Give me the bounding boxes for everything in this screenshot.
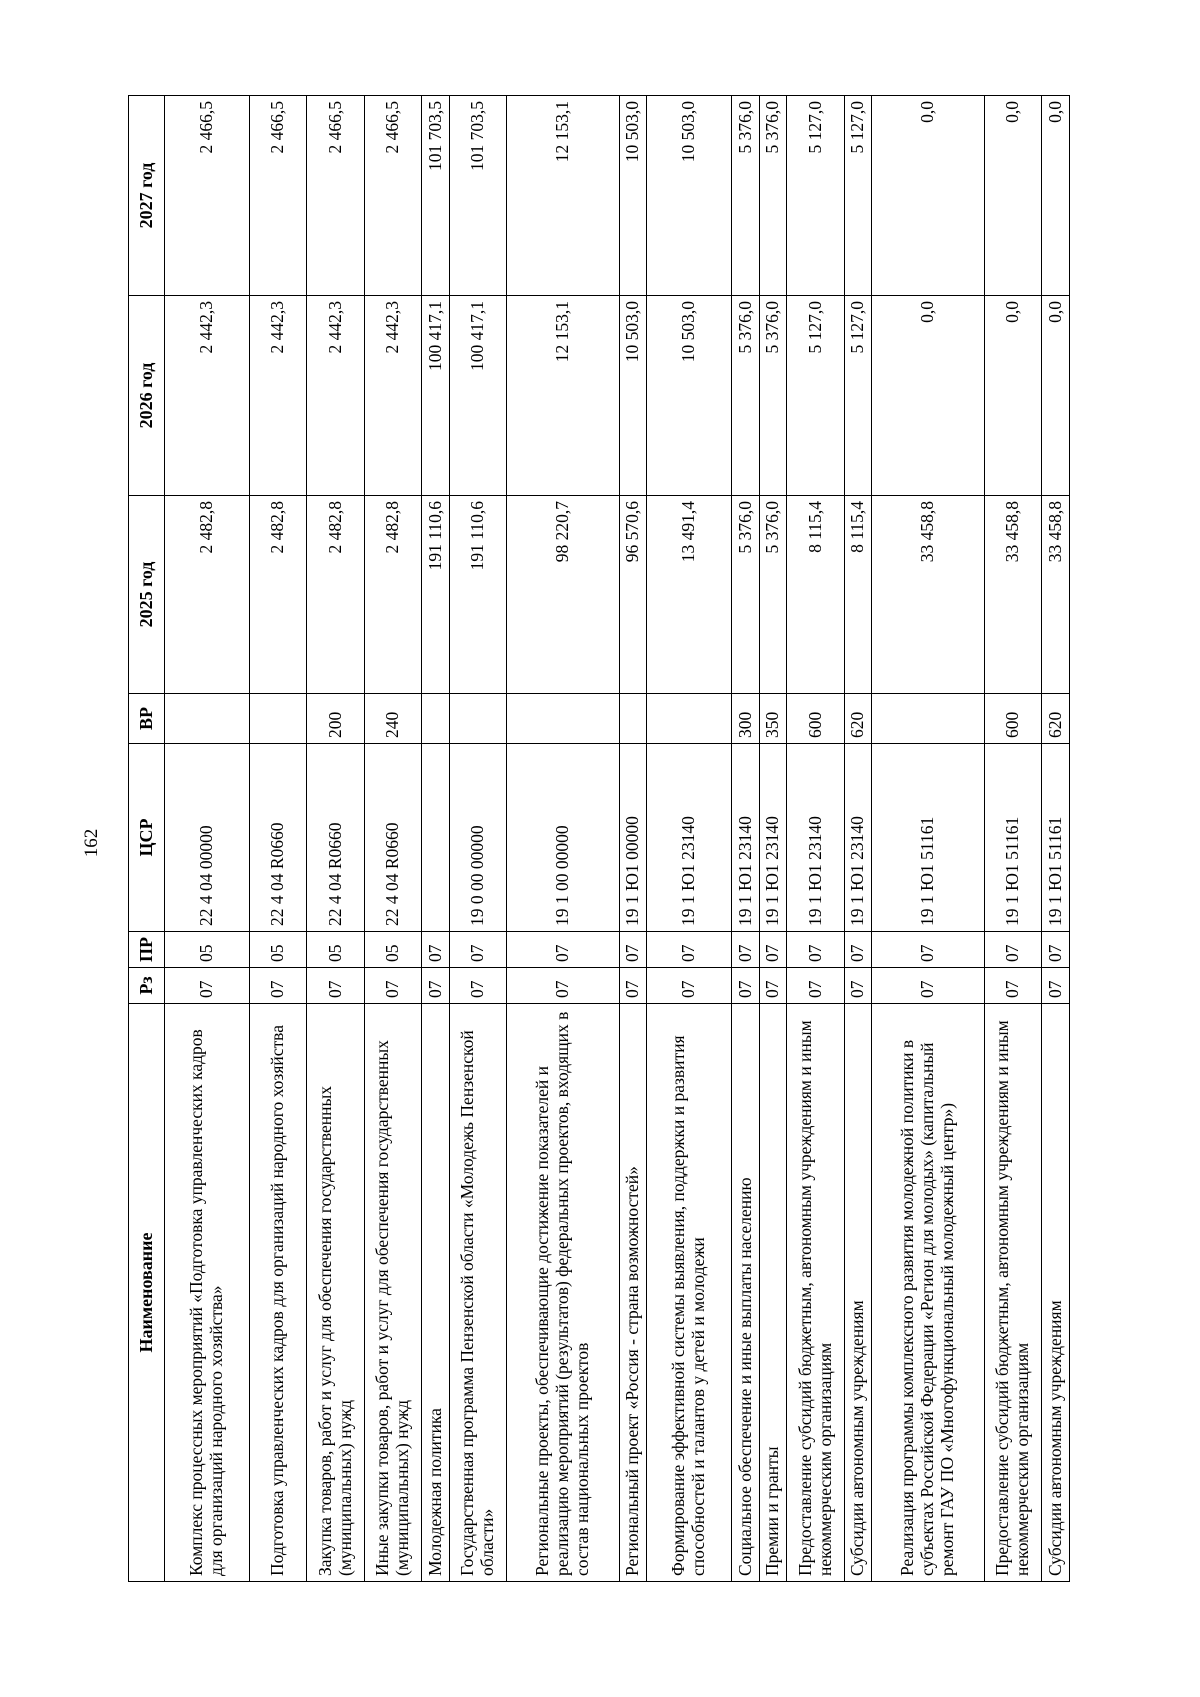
- cell-csr: [422, 744, 450, 932]
- header-pr: ПР: [129, 932, 165, 968]
- cell-pr: 05: [307, 932, 364, 968]
- cell-vr: [165, 694, 250, 744]
- cell-y2026: 2 442,3: [364, 296, 421, 496]
- cell-pr: 07: [422, 932, 450, 968]
- cell-vr: 350: [759, 694, 787, 744]
- cell-vr: [449, 694, 506, 744]
- table-row: [249, 96, 306, 1582]
- cell-rz: 07: [619, 968, 647, 1004]
- cell-rz: 07: [449, 968, 506, 1004]
- header-rz: Рз: [129, 968, 165, 1004]
- cell-rz: 07: [759, 968, 787, 1004]
- cell-y2026: 0,0: [872, 296, 985, 496]
- cell-pr: 05: [165, 932, 250, 968]
- table-row: [732, 96, 760, 1582]
- cell-name: Социальное обеспечение и иные выплаты населению: [732, 1004, 760, 1582]
- cell-vr: 600: [984, 694, 1041, 744]
- cell-pr: 05: [364, 932, 421, 968]
- cell-rz: 07: [1042, 968, 1070, 1004]
- header-csr: ЦСР: [129, 744, 165, 932]
- header-2025: 2025 год: [129, 496, 165, 694]
- cell-pr: 07: [872, 932, 985, 968]
- cell-y2025: 33 458,8: [872, 496, 985, 694]
- table-row: [364, 96, 421, 1582]
- cell-y2027: 5 376,0: [759, 96, 787, 296]
- cell-y2025: 98 220,7: [507, 496, 620, 694]
- cell-name: Подготовка управленческих кадров для организаций народного хозяйства: [249, 1004, 306, 1582]
- cell-y2027: 5 127,0: [787, 96, 844, 296]
- table-row: [844, 96, 872, 1582]
- cell-name: Региональные проекты, обеспечивающие достижение показателей и реализацию мероприятий (результатов) федеральных проектов, входящих в состав национальных проектов: [507, 1004, 620, 1582]
- cell-y2025: 8 115,4: [787, 496, 844, 694]
- cell-name: Предоставление субсидий бюджетным, автономным учреждениям и иным некоммерческим организациям: [984, 1004, 1041, 1582]
- cell-csr: 19 1 Ю1 23140: [759, 744, 787, 932]
- header-2027: 2027 год: [129, 96, 165, 296]
- cell-name: Региональный проект «Россия - страна возможностей»: [619, 1004, 647, 1582]
- cell-y2027: 5 376,0: [732, 96, 760, 296]
- cell-y2025: 33 458,8: [1042, 496, 1070, 694]
- cell-pr: 07: [647, 932, 732, 968]
- cell-y2025: 2 482,8: [165, 496, 250, 694]
- cell-y2026: 5 376,0: [732, 296, 760, 496]
- table-row: [165, 96, 250, 1582]
- cell-rz: 07: [844, 968, 872, 1004]
- cell-y2027: 10 503,0: [619, 96, 647, 296]
- cell-vr: [647, 694, 732, 744]
- cell-y2025: 191 110,6: [449, 496, 506, 694]
- cell-y2027: 0,0: [872, 96, 985, 296]
- cell-vr: 620: [1042, 694, 1070, 744]
- cell-pr: 07: [787, 932, 844, 968]
- header-2026: 2026 год: [129, 296, 165, 496]
- table-row: [1042, 96, 1070, 1582]
- cell-csr: 19 1 Ю1 00000: [619, 744, 647, 932]
- cell-y2027: 5 127,0: [844, 96, 872, 296]
- cell-vr: 240: [364, 694, 421, 744]
- cell-y2025: 2 482,8: [307, 496, 364, 694]
- cell-name: Закупка товаров, работ и услуг для обеспечения государственных (муниципальных) нужд: [307, 1004, 364, 1582]
- cell-name: Субсидии автономным учреждениям: [844, 1004, 872, 1582]
- cell-csr: 19 1 Ю1 23140: [732, 744, 760, 932]
- table-body: [165, 96, 1070, 1582]
- cell-y2026: 2 442,3: [307, 296, 364, 496]
- cell-vr: 620: [844, 694, 872, 744]
- cell-name: Премии и гранты: [759, 1004, 787, 1582]
- cell-rz: 07: [507, 968, 620, 1004]
- cell-y2026: 12 153,1: [507, 296, 620, 496]
- cell-rz: 07: [872, 968, 985, 1004]
- cell-name: Государственная программа Пензенской области «Молодежь Пензенской области»: [449, 1004, 506, 1582]
- cell-vr: 600: [787, 694, 844, 744]
- budget-table: [128, 95, 1070, 1582]
- cell-vr: 200: [307, 694, 364, 744]
- cell-y2026: 10 503,0: [647, 296, 732, 496]
- cell-name: Формирование эффективной системы выявления, поддержки и развития способностей и талантов у детей и молодежи: [647, 1004, 732, 1582]
- cell-y2025: 33 458,8: [984, 496, 1041, 694]
- cell-name: Субсидии автономным учреждениям: [1042, 1004, 1070, 1582]
- cell-csr: 19 1 00 00000: [507, 744, 620, 932]
- table-row: [619, 96, 647, 1582]
- cell-pr: 07: [619, 932, 647, 968]
- cell-y2025: 2 482,8: [249, 496, 306, 694]
- cell-y2026: 10 503,0: [619, 296, 647, 496]
- cell-y2027: 0,0: [984, 96, 1041, 296]
- cell-rz: 07: [307, 968, 364, 1004]
- cell-rz: 07: [732, 968, 760, 1004]
- rotated-table-container: [128, 96, 1070, 1582]
- cell-name: Предоставление субсидий бюджетным, автономным учреждениям и иным некоммерческим организациям: [787, 1004, 844, 1582]
- cell-name: Молодежная политика: [422, 1004, 450, 1582]
- cell-rz: 07: [364, 968, 421, 1004]
- table-row: [647, 96, 732, 1582]
- table-row: [449, 96, 506, 1582]
- cell-y2026: 2 442,3: [249, 296, 306, 496]
- cell-vr: [872, 694, 985, 744]
- cell-csr: 19 1 Ю1 23140: [844, 744, 872, 932]
- cell-y2026: 5 127,0: [787, 296, 844, 496]
- cell-y2027: 12 153,1: [507, 96, 620, 296]
- cell-y2027: 2 466,5: [165, 96, 250, 296]
- cell-csr: 19 1 Ю1 51161: [1042, 744, 1070, 932]
- cell-y2027: 2 466,5: [249, 96, 306, 296]
- cell-y2025: 96 570,6: [619, 496, 647, 694]
- cell-y2027: 10 503,0: [647, 96, 732, 296]
- cell-pr: 05: [249, 932, 306, 968]
- cell-y2025: 2 482,8: [364, 496, 421, 694]
- cell-y2027: 2 466,5: [364, 96, 421, 296]
- cell-rz: 07: [787, 968, 844, 1004]
- table-row: [422, 96, 450, 1582]
- page-number: 162: [81, 828, 102, 858]
- cell-y2026: 5 127,0: [844, 296, 872, 496]
- cell-csr: 19 1 Ю1 23140: [787, 744, 844, 932]
- cell-y2027: 0,0: [1042, 96, 1070, 296]
- cell-vr: 300: [732, 694, 760, 744]
- cell-y2027: 101 703,5: [422, 96, 450, 296]
- cell-y2026: 0,0: [1042, 296, 1070, 496]
- cell-vr: [507, 694, 620, 744]
- cell-y2026: 2 442,3: [165, 296, 250, 496]
- cell-vr: [249, 694, 306, 744]
- cell-y2025: 191 110,6: [422, 496, 450, 694]
- table-row: [759, 96, 787, 1582]
- header-name: Наименование: [129, 1004, 165, 1582]
- header-vr: ВР: [129, 694, 165, 744]
- cell-y2027: 101 703,5: [449, 96, 506, 296]
- cell-y2025: 13 491,4: [647, 496, 732, 694]
- cell-pr: 07: [507, 932, 620, 968]
- cell-csr: 19 1 Ю1 51161: [984, 744, 1041, 932]
- cell-y2026: 0,0: [984, 296, 1041, 496]
- cell-rz: 07: [422, 968, 450, 1004]
- cell-csr: 22 4 04 00000: [165, 744, 250, 932]
- cell-y2026: 100 417,1: [422, 296, 450, 496]
- cell-pr: 07: [984, 932, 1041, 968]
- table-row: [984, 96, 1041, 1582]
- cell-pr: 07: [759, 932, 787, 968]
- cell-name: Комплекс процессных мероприятий «Подготовка управленческих кадров для организаций народного хозяйства»: [165, 1004, 250, 1582]
- cell-csr: 22 4 04 R0660: [249, 744, 306, 932]
- cell-vr: [422, 694, 450, 744]
- cell-pr: 07: [844, 932, 872, 968]
- table-row: [307, 96, 364, 1582]
- table-header-row: [129, 96, 165, 1582]
- cell-y2027: 2 466,5: [307, 96, 364, 296]
- cell-pr: 07: [449, 932, 506, 968]
- cell-y2025: 5 376,0: [759, 496, 787, 694]
- cell-csr: 22 4 04 R0660: [307, 744, 364, 932]
- cell-pr: 07: [1042, 932, 1070, 968]
- cell-y2025: 8 115,4: [844, 496, 872, 694]
- cell-csr: 22 4 04 R0660: [364, 744, 421, 932]
- cell-pr: 07: [732, 932, 760, 968]
- table-row: [787, 96, 844, 1582]
- cell-csr: 19 1 Ю1 23140: [647, 744, 732, 932]
- table-row: [507, 96, 620, 1582]
- cell-name: Реализация программы комплексного развития молодежной политики в субъектах Российской Федерации «Регион для молодых» (капитальный ремонт ГАУ ПО «Многофункциональный молодежный центр»): [872, 1004, 985, 1582]
- cell-vr: [619, 694, 647, 744]
- cell-y2026: 100 417,1: [449, 296, 506, 496]
- cell-y2025: 5 376,0: [732, 496, 760, 694]
- cell-csr: 19 1 Ю1 51161: [872, 744, 985, 932]
- table-row: [872, 96, 985, 1582]
- cell-rz: 07: [647, 968, 732, 1004]
- cell-rz: 07: [984, 968, 1041, 1004]
- cell-rz: 07: [249, 968, 306, 1004]
- cell-csr: 19 0 00 00000: [449, 744, 506, 932]
- cell-name: Иные закупки товаров, работ и услуг для обеспечения государственных (муниципальных) нужд: [364, 1004, 421, 1582]
- cell-rz: 07: [165, 968, 250, 1004]
- cell-y2026: 5 376,0: [759, 296, 787, 496]
